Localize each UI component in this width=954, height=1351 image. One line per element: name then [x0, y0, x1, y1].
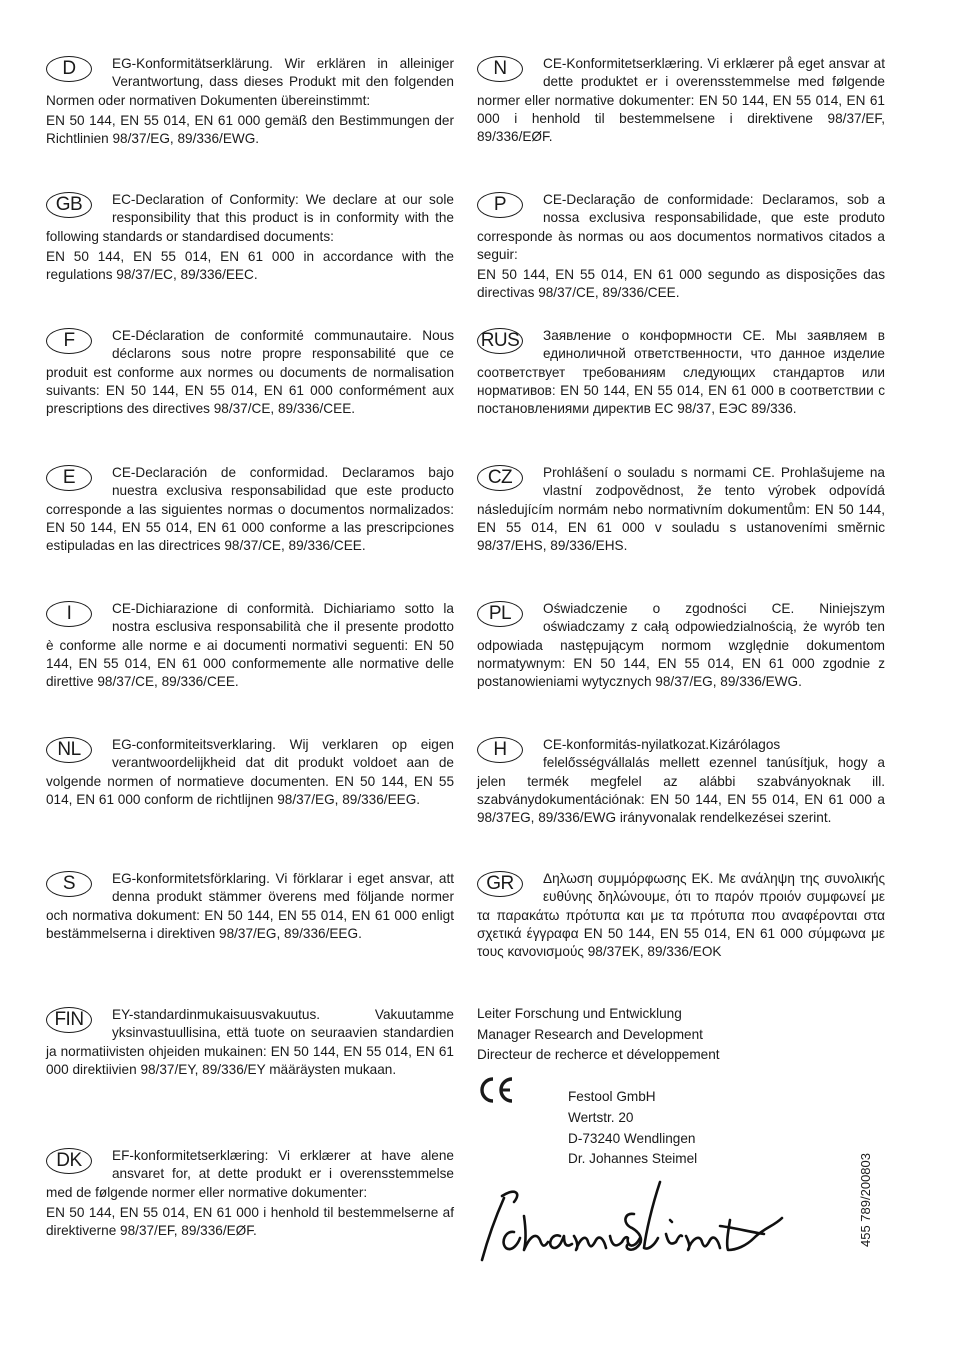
declaration-text: EG-Konformitätserklärung. Wir erklären in alleiniger Verantwortung, dass dieses Produkt mit den folgenden Normen oder normativen Dokumenten übereinstimmt: [46, 56, 454, 108]
signatory-title-de: Leiter Forschung und Entwicklung [477, 1006, 682, 1021]
country-badge-h: H [477, 737, 523, 763]
declaration-e [46, 464, 454, 555]
declaration-text: EF-konformitetserklæring: Vi erklærer at have alene ansvaret for, at dette produkt er i overensstemmelse med de følgende normer eller normative dokumenter: [46, 1148, 454, 1200]
declaration-text: CE-Declaração de conformidade: Declaramos, sob a nossa exclusiva responsabilidade, que este produto corresponde às normas ou aos documentos normativos citados a seguir: [477, 192, 885, 262]
declaration-text: Заявление о конформности CE. Мы заявляем в единоличной ответственности, что данное изделие соответствует требованиям следующих стандартов или нормативов: EN 50 144, EN 55 014, EN 61 000 в соответствии с постановлениями директив ЕС 98/37, ЕЭС 89/336. [477, 328, 885, 417]
declaration-text: CE-Déclaration de conformité communautaire. Nous déclarons sous notre propre responsabilité que ce produit est conforme aux normes ou documents de normalisation suivants: EN 50 144, EN 55 014, EN 61 000 conformément aux prescriptions des directives 98/37/CE, 89/336/CEE. [46, 328, 454, 417]
declaration-standards: EN 50 144, EN 55 014, EN 61 000 i henhold til bestemmelserne af direktiverne 98/37/EF, 89/336/EØF. [46, 1204, 454, 1239]
declaration-text: EG-konformitetsförklaring. Vi förklarar i eget ansvar, att denna produkt stämmer överens med följande normer och normativa dokument: EN 50 144, EN 55 014, EN 61 000 enligt bestämmelserna i direktiven 98/37/EG, 89/336/EEG. [46, 871, 454, 941]
declaration-n [477, 55, 885, 146]
country-badge-cz: CZ [477, 465, 523, 491]
company-city: D-73240 Wendlingen [568, 1130, 696, 1146]
company-street: Wertstr. 20 [568, 1109, 634, 1125]
declaration-text: Oświadczenie o zgodności CE. Niniejszym oświadczamy z całą odpowiedzialnością, że wyrób ten odpowiada następującym normom względnie dokumentom normatywnym: EN 50 144, EN 55 014, EN 61 000 zgodnie z postanowieniami wytycznych 98/37/EG, 89/336/EWG. [477, 601, 885, 690]
declaration-text: EG-conformiteitsverklaring. Wij verklaren op eigen verantwoordelijkheid dat dit produkt voldoet aan de volgende normen of normatieve documenten. EN 50 144, EN 55 014, EN 61 000 conform de richtlijnen 98/37/EG, 89/336/EEG. [46, 737, 454, 807]
document-number: 455 789/200803 [858, 1153, 873, 1247]
country-badge-e: E [46, 465, 92, 491]
declaration-text: Δηλωση συμμόρφωσης ΕΚ. Με ανάληψη της συνολικής ευθύνης δηλώνουμε, ότι το παρόν προιόν συμφωνεί με τα παρακάτω πρότυπα και με τα πρότυπα που αναφέρονται στα σχετικά έγγραφα EN 50 144, EN 55 014, EN 61 000 σύμφωνα με τους κανονισμούς 98/37EK, 89/336/EOK [477, 871, 885, 960]
country-badge-dk: DK [46, 1148, 92, 1174]
declaration-cz [477, 464, 885, 555]
declaration-text: EC-Declaration of Conformity: We declare at our sole responsibility that this product is in conformity with the following standards or standardised documents: [46, 192, 454, 244]
declaration-fin [46, 1006, 454, 1079]
declaration-gb [46, 191, 454, 284]
declaration-standards: EN 50 144, EN 55 014, EN 61 000 gemäß den Bestimmungen der Richtlinien 98/37/EG, 89/336/EWG. [46, 112, 454, 147]
declaration-h [477, 736, 885, 827]
signatory-title-en: Manager Research and Development [477, 1026, 703, 1042]
declaration-f [46, 327, 454, 418]
declaration-rus [477, 327, 885, 418]
declaration-standards: EN 50 144, EN 55 014, EN 61 000 in accordance with the regulations 98/37/EC, 89/336/EEC. [46, 248, 454, 283]
country-badge-f: F [46, 328, 92, 354]
country-badge-p: P [477, 192, 523, 218]
declaration-nl [46, 736, 454, 809]
declaration-text: CE-Dichiarazione di conformità. Dichiariamo sotto la nostra esclusiva responsabilità che il presente prodotto è conforme alle norme e ai documenti normativi seguenti: EN 50 144, EN 55 014, EN 61 000 conformemente alle normative delle direttive 98/37/CE, 89/336/CEE. [46, 601, 454, 690]
country-badge-pl: PL [477, 601, 523, 627]
company-address [568, 1087, 697, 1170]
declaration-p [477, 191, 885, 303]
declaration-pl [477, 600, 885, 691]
ce-mark-icon [476, 1075, 516, 1105]
country-badge-gb: GB [46, 192, 92, 218]
company-name: Festool GmbH [568, 1089, 656, 1104]
country-badge-n: N [477, 56, 523, 82]
signatory-titles [477, 1004, 720, 1066]
declaration-text: EY-standardinmukaisuusvakuutus. Vakuutamme yksinvastuullisina, että tuote on seuraavien standardien ja normatiivisten ohjeiden mukainen: EN 50 144, EN 55 014, EN 61 000 direktiivien 98/37/EY, 89/336/EY määräysten mukaan. [46, 1007, 454, 1077]
declaration-text: Prohlášení o souladu s normami CE. Prohlašujeme na vlastní zodpovědnost, že tento výrobek odpovídá následujícím normám nebo normativním dokumentům: EN 50 144, EN 55 014, EN 61 000 v souladu s ustanoveními směrnic 98/37/EHS, 89/336/EHS. [477, 465, 885, 554]
country-badge-d: D [46, 56, 92, 82]
declaration-standards: EN 50 144, EN 55 014, EN 61 000 segundo as disposições das directivas 98/37/CE, 89/336/CEE. [477, 267, 885, 301]
declaration-d [46, 55, 454, 148]
handwritten-signature-icon [474, 1176, 794, 1268]
declaration-s [46, 870, 454, 943]
declaration-gr [477, 870, 885, 961]
declaration-i [46, 600, 454, 691]
declaration-text: CE-konformitás-nyilatkozat.Kizárólagos felelősségvállalás mellett ezennel tanúsítjuk, hogy a jelen termék megfelel az alábbi szabványoknak ill. szabványdokumentációnak: EN 50 144, EN 55 014, EN 61 000 a 98/37EG, 89/336/EWG irányvonalak rendelkezései szerint. [477, 737, 885, 826]
country-badge-nl: NL [46, 737, 92, 763]
country-badge-rus: RUS [477, 328, 523, 354]
declaration-text: CE-Declaración de conformidad. Declaramos bajo nuestra exclusiva responsabilidad que este producto corresponde a las siguientes normas o documentos normalizados: EN 50 144, EN 55 014, EN 61 000 conforme a las prescripciones estipuladas en las directrices 98/37/CE, 89/336/CEE. [46, 465, 454, 554]
declaration-text: CE-Konformitetserklæring. Vi erklærer på eget ansvar at dette produktet er i overensstemmelse med følgende normer eller normative dokumenter: EN 50 144, EN 55 014, EN 61 000 i henhold til bestemmelsene i direktivene 98/37/EF, 89/336/EØF. [477, 56, 885, 145]
country-badge-i: I [46, 601, 92, 627]
company-person: Dr. Johannes Steimel [568, 1151, 698, 1167]
country-badge-gr: GR [477, 871, 523, 897]
declaration-dk [46, 1147, 454, 1240]
country-badge-fin: FIN [46, 1007, 92, 1033]
signatory-title-fr: Directeur de recherce et développement [477, 1047, 720, 1062]
country-badge-s: S [46, 871, 92, 897]
